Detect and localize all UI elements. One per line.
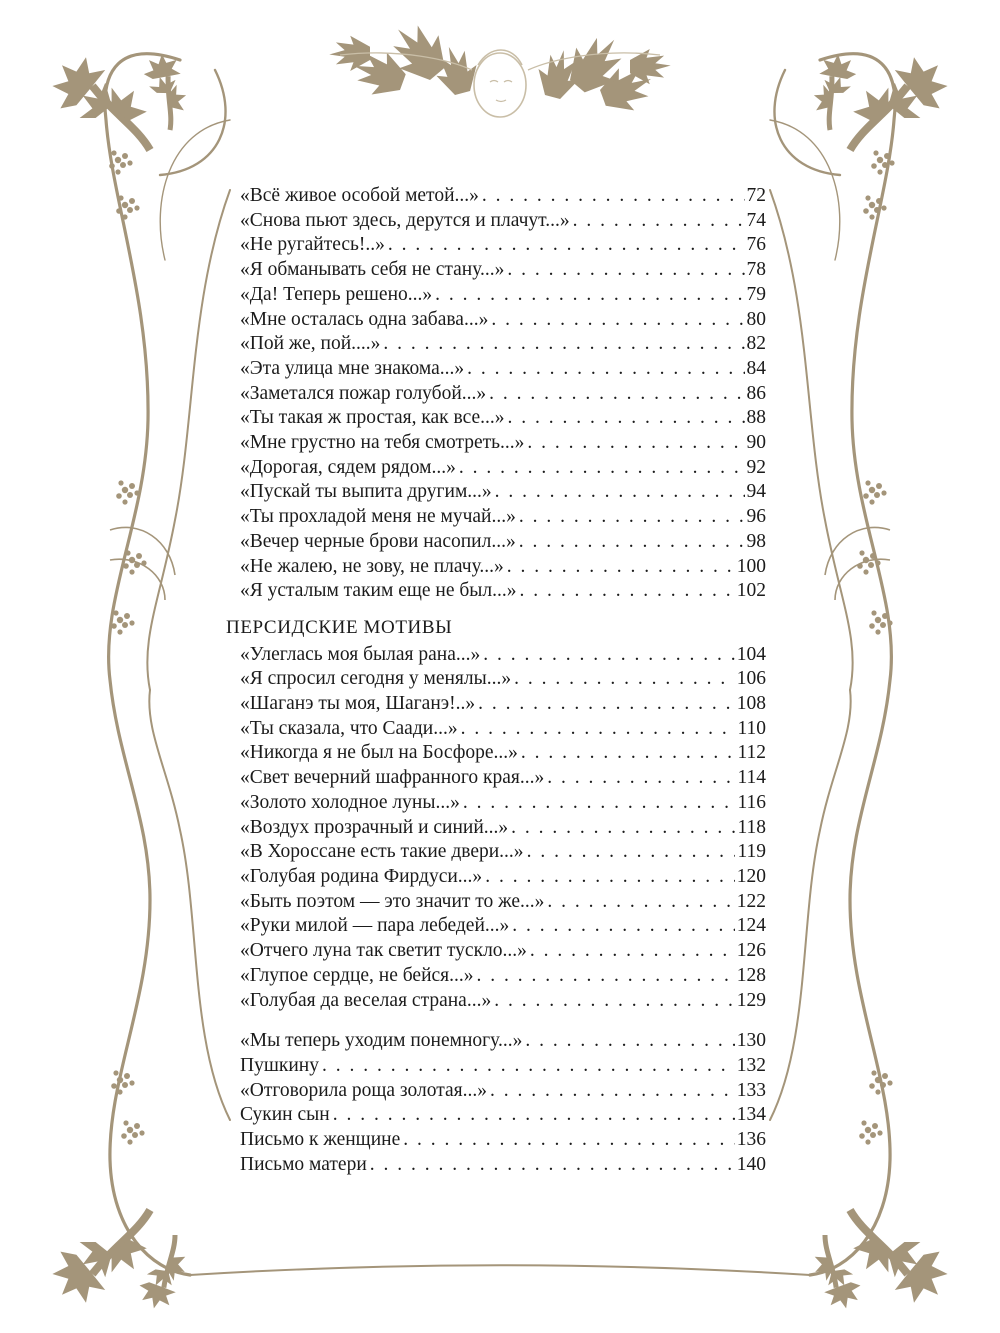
toc-entry-title: «Снова пьют здесь, дерутся и плачут...» — [240, 209, 570, 231]
toc-leader-dots — [492, 480, 745, 505]
toc-entry-page: 80 — [746, 308, 766, 330]
toc-leader-dots — [475, 692, 735, 717]
toc-entry-page: 76 — [746, 234, 766, 256]
toc-entry-page: 108 — [736, 693, 766, 715]
toc-entry-title: «Эта улица мне знакома...» — [240, 357, 465, 379]
toc-entry — [240, 667, 766, 692]
toc-entry — [240, 258, 766, 283]
toc-entry — [240, 1054, 766, 1079]
toc-entry — [240, 692, 766, 717]
toc-leader-dots — [508, 816, 735, 841]
toc-leader-dots — [380, 332, 744, 357]
toc-entry — [240, 816, 766, 841]
toc-entry — [240, 456, 766, 481]
toc-entry — [240, 283, 766, 308]
toc-leader-dots — [504, 555, 735, 580]
toc-entry — [240, 865, 766, 890]
toc-entry — [240, 741, 766, 766]
toc-entry-page: 122 — [736, 890, 766, 912]
toc-entry-page: 119 — [737, 841, 766, 863]
toc-leader-dots — [518, 741, 736, 766]
toc-entry-title: «Мне осталась одна забава...» — [240, 308, 489, 330]
toc-entry — [240, 989, 766, 1014]
toc-entry — [240, 840, 766, 865]
toc-entry-page: 130 — [736, 1030, 766, 1052]
toc-entry — [240, 1029, 766, 1054]
toc-entry-page: 106 — [736, 668, 766, 690]
toc-leader-dots — [488, 308, 744, 333]
toc-entry-title: «Не ругайтесь!..» — [240, 234, 385, 256]
toc-entry-page: 116 — [737, 791, 766, 813]
toc-entry-page: 88 — [746, 407, 766, 429]
toc-entry — [240, 643, 766, 668]
toc-leader-dots — [511, 667, 735, 692]
toc-entry-title: «Дорогая, сядем рядом...» — [240, 456, 456, 478]
toc-entry-title: «Заметался пожар голубой...» — [240, 382, 487, 404]
toc-entry-title: «Отчего луна так светит тускло...» — [240, 940, 527, 962]
toc-leader-dots — [544, 766, 735, 791]
toc-leader-dots — [486, 382, 744, 407]
toc-entry-page: 74 — [746, 209, 766, 231]
toc-leader-dots — [524, 431, 744, 456]
toc-entry-page: 126 — [736, 940, 766, 962]
toc-entry — [240, 480, 766, 505]
toc-entry — [240, 1153, 766, 1178]
toc-entry-title: «Всё живое особой метой...» — [240, 185, 479, 206]
toc-leader-dots — [458, 717, 736, 742]
toc-leader-dots — [474, 964, 735, 989]
toc-entry-page: 92 — [746, 456, 766, 478]
toc-entry-title: «Мы теперь уходим понемногу...» — [240, 1030, 523, 1052]
toc-leader-dots — [385, 233, 745, 258]
toc-leader-dots — [319, 1054, 735, 1079]
toc-entry-page: 134 — [736, 1104, 766, 1126]
toc-entry — [240, 505, 766, 530]
toc-entry-title: «Никогда я не был на Босфоре...» — [240, 742, 518, 764]
toc-leader-dots — [517, 579, 735, 604]
toc-entry-title: «Свет вечерний шафранного края...» — [240, 767, 545, 789]
toc-entry — [240, 1128, 766, 1153]
toc-entry-title: Письмо к женщине — [240, 1129, 401, 1151]
toc-leader-dots — [456, 456, 745, 481]
toc-entry-page: 79 — [746, 283, 766, 305]
toc-leader-dots — [524, 840, 736, 865]
toc-entry-title: «Ты такая ж простая, как все...» — [240, 407, 505, 429]
table-of-contents — [226, 184, 766, 1177]
toc-entry-title: «Быть поэтом — это значит то же...» — [240, 890, 545, 912]
toc-leader-dots — [482, 865, 735, 890]
toc-leader-dots — [505, 406, 745, 431]
toc-leader-dots — [504, 258, 744, 283]
toc-entry-page: 96 — [746, 506, 766, 528]
toc-leader-dots — [491, 989, 735, 1014]
section-title-persian-motifs: ПЕРСИДСКИЕ МОТИВЫ — [226, 616, 453, 638]
toc-entry-title: «Улеглась моя былая рана...» — [240, 643, 481, 665]
toc-entry-page: 94 — [746, 481, 766, 503]
toc-entry-page: 118 — [737, 816, 766, 838]
toc-entry — [240, 964, 766, 989]
toc-entry-page: 124 — [736, 915, 766, 937]
toc-entry-title: «Вечер черные брови насопил...» — [240, 530, 516, 552]
top-garland-ornament — [329, 12, 670, 119]
toc-entry-page: 132 — [736, 1054, 766, 1076]
toc-entry-title: «Пускай ты выпита другим...» — [240, 481, 492, 503]
toc-entry-title: «Ты сказала, что Саади...» — [240, 717, 458, 739]
toc-entry-title: «Не жалею, не зову, не плачу...» — [240, 555, 504, 577]
toc-entry-page: 129 — [736, 989, 766, 1011]
toc-entry-page: 98 — [746, 530, 766, 552]
toc-leader-dots — [487, 1079, 735, 1104]
toc-leader-dots — [527, 939, 735, 964]
toc-entry — [240, 717, 766, 742]
toc-entry-page: 114 — [737, 767, 766, 789]
toc-group-1 — [240, 184, 766, 604]
toc-entry-title: «Глупое сердце, не бейся...» — [240, 964, 474, 986]
toc-entry-title: «Шаганэ ты моя, Шаганэ!..» — [240, 693, 476, 715]
toc-leader-dots — [516, 530, 745, 555]
toc-entry-title: Сукин сын — [240, 1104, 330, 1126]
toc-leader-dots — [330, 1103, 735, 1128]
toc-entry — [240, 1103, 766, 1128]
toc-entry-page: 104 — [736, 643, 766, 665]
toc-leader-dots — [432, 283, 744, 308]
toc-entry-title: Пушкину — [240, 1054, 319, 1076]
toc-entry-title: «Я спросил сегодня у менялы...» — [240, 668, 512, 690]
toc-entry — [240, 1079, 766, 1104]
toc-entry — [240, 579, 766, 604]
toc-entry — [240, 530, 766, 555]
toc-entry-title: «Я усталым таким еще не был...» — [240, 580, 517, 602]
toc-entry-title: «Мне грустно на тебя смотреть...» — [240, 432, 525, 454]
toc-entry-title: «Руки милой — пара лебедей...» — [240, 915, 510, 937]
toc-entry — [240, 233, 766, 258]
toc-entry — [240, 766, 766, 791]
toc-entry — [240, 406, 766, 431]
toc-entry — [240, 382, 766, 407]
toc-leader-dots — [460, 791, 736, 816]
toc-entry-page: 112 — [737, 742, 766, 764]
toc-entry-page: 100 — [736, 555, 766, 577]
toc-leader-dots — [509, 914, 734, 939]
toc-entry — [240, 431, 766, 456]
toc-entry-title: «Да! Теперь решено...» — [240, 283, 433, 305]
toc-leader-dots — [516, 505, 745, 530]
toc-leader-dots — [464, 357, 744, 382]
toc-entry — [240, 555, 766, 580]
toc-group-3 — [240, 1029, 766, 1177]
toc-entry-page: 133 — [736, 1079, 766, 1101]
toc-entry — [240, 914, 766, 939]
toc-group-2 — [240, 643, 766, 1014]
toc-leader-dots — [479, 184, 745, 209]
toc-entry — [240, 209, 766, 234]
toc-entry-title: «Воздух прозрачный и синий...» — [240, 816, 509, 838]
toc-entry — [240, 332, 766, 357]
toc-entry-title: Письмо матери — [240, 1153, 367, 1175]
toc-spacer — [240, 1013, 766, 1029]
toc-leader-dots — [522, 1029, 734, 1054]
toc-entry-page: 140 — [736, 1153, 766, 1175]
toc-entry-page: 90 — [746, 432, 766, 454]
toc-leader-dots — [544, 890, 734, 915]
toc-entry-title: «Голубая родина Фирдуси...» — [240, 865, 483, 887]
toc-entry-page: 78 — [746, 259, 766, 281]
toc-entry-title: «Я обманывать себя не стану...» — [240, 259, 505, 281]
toc-entry-title: «Золото холодное луны...» — [240, 791, 460, 813]
toc-entry-page: 86 — [746, 382, 766, 404]
toc-leader-dots — [570, 209, 745, 234]
toc-entry-page: 110 — [737, 717, 766, 739]
toc-entry-page: 82 — [746, 333, 766, 355]
toc-leader-dots — [367, 1153, 735, 1178]
toc-leader-dots — [400, 1128, 735, 1153]
toc-entry-page: 72 — [746, 185, 766, 206]
toc-entry-page: 84 — [746, 357, 766, 379]
toc-entry-title: «Отговорила роща золотая...» — [240, 1079, 487, 1101]
toc-entry — [240, 184, 766, 209]
toc-entry-title: «Голубая да веселая страна...» — [240, 989, 492, 1011]
toc-entry-title: «В Хороссане есть такие двери...» — [240, 841, 524, 863]
toc-entry — [240, 308, 766, 333]
toc-entry-page: 102 — [736, 580, 766, 602]
toc-entry-page: 128 — [736, 964, 766, 986]
toc-entry — [240, 357, 766, 382]
toc-entry-page: 120 — [736, 865, 766, 887]
toc-entry-page: 136 — [736, 1129, 766, 1151]
toc-entry — [240, 791, 766, 816]
toc-leader-dots — [480, 643, 735, 668]
toc-entry — [240, 939, 766, 964]
toc-entry-title: «Пой же, пой....» — [240, 333, 381, 355]
toc-entry-title: «Ты прохладой меня не мучай...» — [240, 506, 516, 528]
toc-entry — [240, 890, 766, 915]
